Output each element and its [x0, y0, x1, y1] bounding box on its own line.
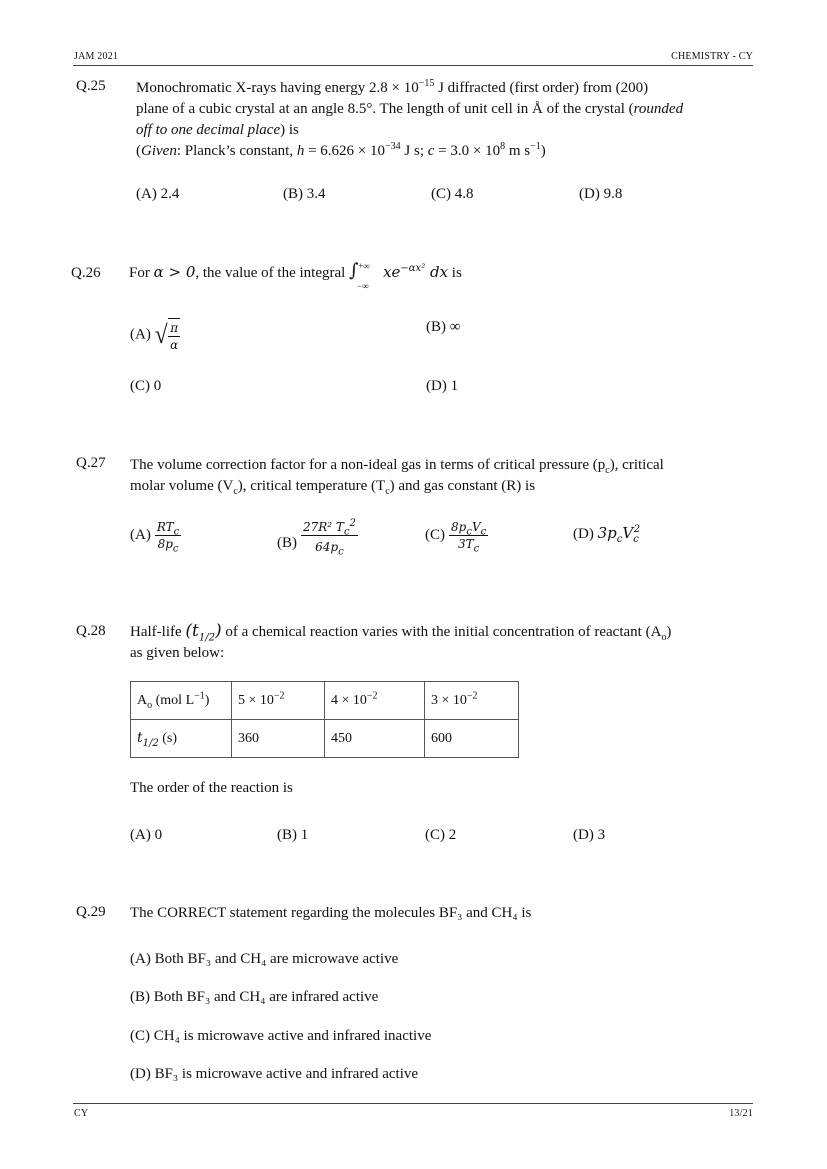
q29-option-d[interactable]: (D) BF₃ is microwave active and infrared active: [130, 1066, 419, 1082]
q25-option-d[interactable]: (D) 9.8: [579, 186, 623, 202]
q29-option-b[interactable]: (B) Both BF₃ and CH₄ are infrared active: [130, 989, 379, 1005]
q28-option-c[interactable]: (C) 2: [425, 827, 457, 843]
q27-line-2: molar volume $(V_c)$, critical temperature $(T_c)$ and gas constant (R) is: [130, 478, 536, 497]
footer-left: CY: [74, 1108, 89, 1119]
table-cell: $3 \times 10^{-2}$: [425, 682, 519, 720]
question-number-25: Q.25: [76, 78, 106, 94]
question-25-text: [136, 78, 750, 162]
q25-option-c[interactable]: (C) 4.8: [431, 186, 474, 202]
table-row: [131, 682, 519, 720]
q27-option-b[interactable]: (B) $\frac{27R^2 T_c^2}{64p_c}$: [277, 518, 356, 558]
q27-option-d[interactable]: (D) $3p_cV_c^2$: [573, 524, 641, 545]
q28-data-table: [130, 681, 519, 758]
q27-option-c[interactable]: (C) $\frac{8p_cV_c}{3T_c}$: [425, 520, 487, 555]
q28-after-text: The order of the reaction is: [130, 780, 293, 796]
q25-option-b[interactable]: (B) 3.4: [283, 186, 326, 202]
question-number-28: Q.28: [76, 623, 106, 639]
table-row: [131, 720, 519, 758]
question-28-text: [130, 621, 744, 664]
q25-option-a[interactable]: (A) 2.4: [136, 186, 180, 202]
header-rule: [73, 65, 753, 66]
table-cell: 600: [425, 720, 519, 758]
q29-option-c[interactable]: (C) CH₄ is microwave active and infrared inactive: [130, 1028, 432, 1044]
q29-option-a[interactable]: (A) Both BF₃ and CH₄ are microwave active: [130, 951, 399, 967]
q25-line-2: plane of a cubic crystal at an angle 8.5°. The length of unit cell in Å of the crystal (rounded: [136, 101, 684, 117]
question-number-26: Q.26: [71, 265, 101, 281]
header-right: CHEMISTRY - CY: [671, 51, 753, 62]
question-27-text: [130, 455, 744, 497]
table-cell: 360: [232, 720, 325, 758]
footer-rule: [73, 1103, 753, 1104]
q25-line-1: Monochromatic X-rays having energy $2.8 \times 10^{-15}$ J diffracted (first order) from (200): [136, 78, 649, 96]
q26-option-b[interactable]: (B) ∞: [426, 319, 461, 335]
q27-option-a[interactable]: (A) $\frac{RT_c}{8p_c}$: [130, 520, 180, 555]
question-number-29: Q.29: [76, 904, 106, 920]
q26-option-c[interactable]: (C) 0: [130, 378, 162, 394]
table-header-cell: $A_o$ (mol $L^{-1}$): [131, 682, 232, 720]
q28-option-d[interactable]: (D) 3: [573, 827, 606, 843]
question-29-text: The CORRECT statement regarding the molecules BF₃ and CH₄ is: [130, 905, 532, 921]
q28-line-2: as given below:: [130, 645, 225, 661]
q25-line-3: off to one decimal place) is: [136, 122, 299, 138]
footer-page-number: 13/21: [729, 1108, 753, 1119]
q26-option-a[interactable]: (A) √ $\frac{\pi}{\alpha}$: [130, 320, 179, 352]
header-left: JAM 2021: [74, 51, 119, 62]
q25-given: (Given: Planck’s constant, $h = 6.626 \times 10^{-34}$ J s; $c = 3.0 \times 10^8$ m $s^{-1}$): [136, 141, 546, 159]
q28-option-b[interactable]: (B) 1: [277, 827, 309, 843]
table-cell: $5 \times 10^{-2}$: [232, 682, 325, 720]
q27-line-1: The volume correction factor for a non-ideal gas in terms of critical pressure $(p_c)$, critical: [130, 457, 664, 476]
question-26-text: For α > 0, the value of the integral ∫ +∞ −∞ $xe^{-\alpha x^2}$ dx is: [129, 259, 462, 291]
table-cell: $4 \times 10^{-2}$: [325, 682, 425, 720]
q28-line-1: Half-life $(t_{1/2})$ of a chemical reaction varies with the initial concentration of reactant $(A_o)$: [130, 621, 672, 644]
q26-option-d[interactable]: (D) 1: [426, 378, 459, 394]
table-cell: 450: [325, 720, 425, 758]
question-number-27: Q.27: [76, 455, 106, 471]
q28-option-a[interactable]: (A) 0: [130, 827, 163, 843]
table-header-cell: $t_{1/2}$ (s): [131, 720, 232, 758]
